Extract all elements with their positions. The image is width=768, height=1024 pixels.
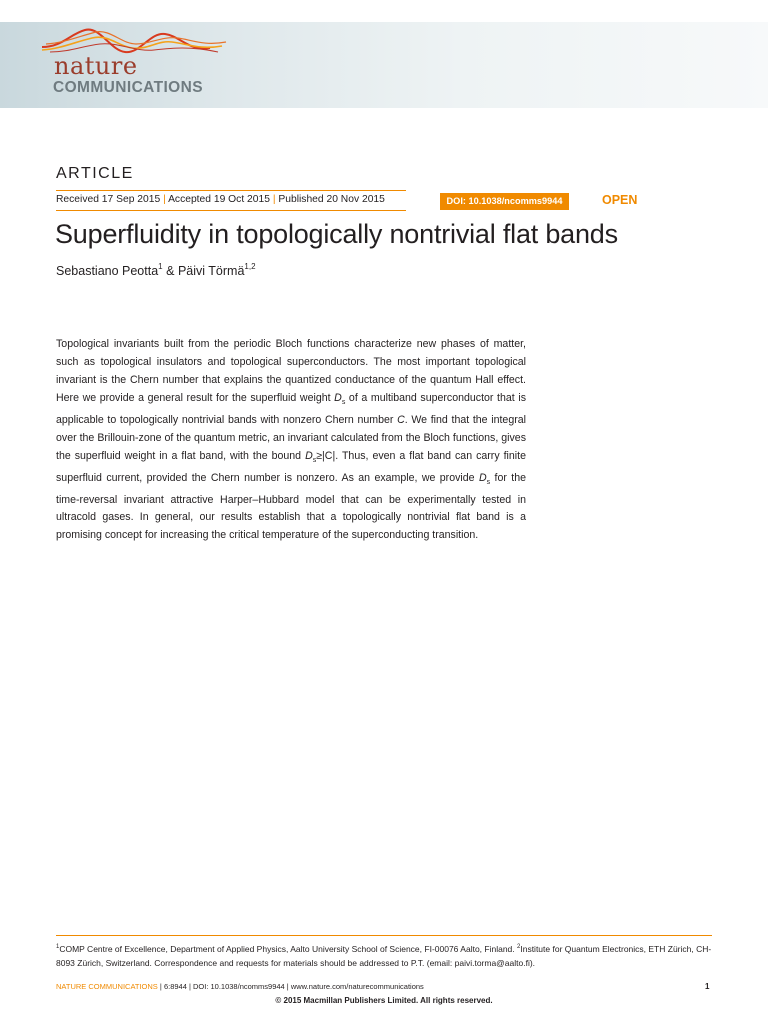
affiliations-footnote: [56, 940, 716, 971]
affiliation-marker: 1,2: [244, 262, 256, 271]
accepted-date: Accepted 19 Oct 2015: [168, 194, 270, 205]
copyright-notice: © 2015 Macmillan Publishers Limited. All rights reserved.: [275, 996, 493, 1005]
footnote-rule: [56, 935, 712, 936]
affiliation-marker: 1: [56, 944, 60, 950]
dates-bottom-rule: [56, 210, 406, 211]
footer-citation: [56, 982, 424, 991]
open-access-label: OPEN: [602, 193, 638, 207]
affiliation-marker: 2: [517, 944, 521, 950]
article-title: Superfluidity in topologically nontrivial flat bands: [55, 219, 618, 249]
received-date: Received 17 Sep 2015: [56, 194, 161, 205]
author-list: [56, 264, 256, 278]
logo-wordmark-communications: COMMUNICATIONS: [53, 79, 203, 96]
article-dates: [56, 194, 385, 205]
doi-badge[interactable]: DOI: 10.1038/ncomms9944: [440, 193, 569, 210]
date-separator: |: [272, 194, 276, 205]
author-conjunction: &: [166, 264, 175, 278]
abstract-paragraph: Topological invariants built from the periodic Bloch functions characterize new phases of matter, such as topological insulators and topological superconductors. The most important topological invariant is the Chern number that explains the quantized conductance of the quantum Hall effect. Here we provide a general result for the superfluid weight $D_s$ of a multiband superconductor that is applicable to topologically nontrivial bands with nonzero Chern number C. We find that the integral over the Brillouin-zone of the quantum metric, an invariant calculated from the Bloch functions, gives the superfluid weight in a flat band, with the bound $D_s\ge|C|$. Thus, even a flat band can carry finite superfluid current, provided the Chern number is nonzero. As an example, we provide $D_s$ for the time-reversal invariant attractive Harper–Hubbard model that can be experimentally tested in ultracold gases. In general, our results establish that a topologically nontrivial flat band is a promising concept for increasing the critical temperature of the superconducting transition.: [56, 338, 526, 542]
affiliation-marker: 1: [158, 262, 163, 271]
article-type-label: ARTICLE: [56, 165, 134, 182]
logo-wordmark-nature: nature: [54, 52, 138, 80]
journal-logo[interactable]: [40, 22, 300, 108]
published-date: Published 20 Nov 2015: [278, 194, 385, 205]
affiliation-text: Institute for Quantum Electronics, ETH Zürich, CH-8093 Zürich, Switzerland. Correspondence and requests for materials should be addressed to P.T. (email: paivi.torma@aalto.fi).: [56, 943, 712, 969]
affiliation-text: COMP Centre of Excellence, Department of Applied Physics, Aalto University School of Science, FI-00076 Aalto, Finland.: [59, 943, 515, 954]
date-separator: |: [163, 194, 166, 205]
author-name[interactable]: Päivi Törmä: [177, 264, 245, 278]
author-name[interactable]: Sebastiano Peotta: [56, 264, 159, 278]
dates-top-rule: [56, 190, 406, 191]
footer-journal-name: NATURE COMMUNICATIONS: [56, 982, 158, 991]
footer-citation-text[interactable]: | 6:8944 | DOI: 10.1038/ncomms9944 | www.nature.com/naturecommunications: [159, 982, 424, 991]
page-number: 1: [705, 982, 710, 991]
